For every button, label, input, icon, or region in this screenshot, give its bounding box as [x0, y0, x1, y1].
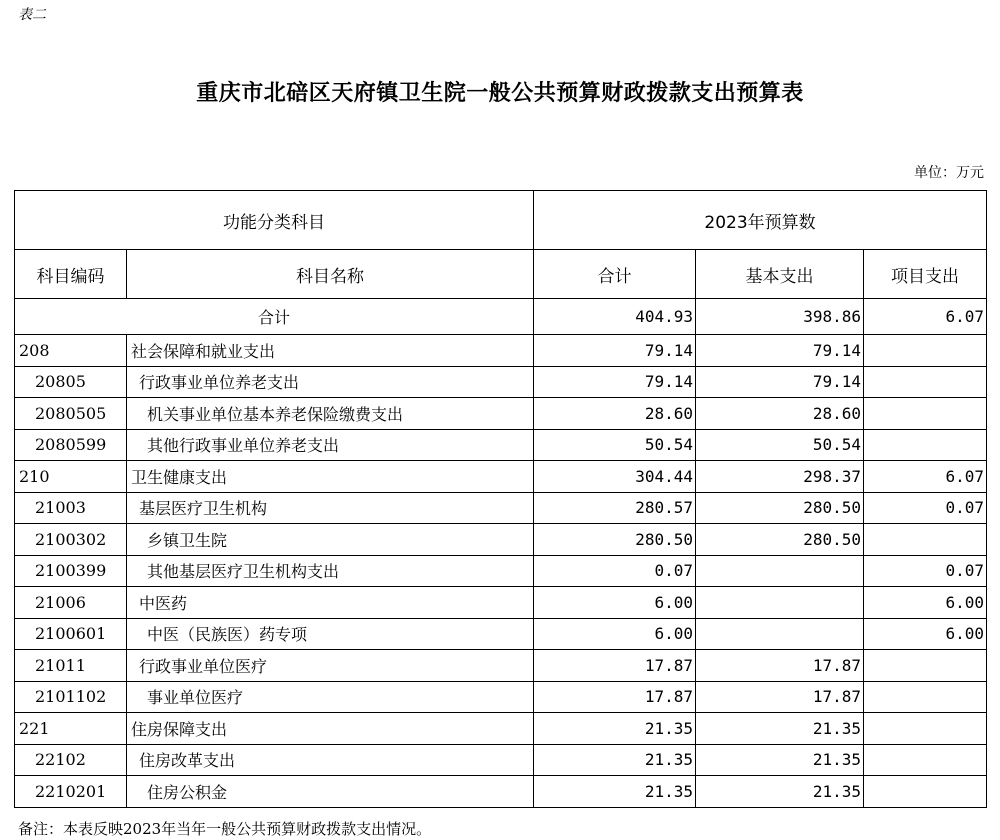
table-row: [15, 681, 987, 713]
row-total: 280.57: [534, 492, 696, 524]
row-code: 21003: [15, 492, 127, 524]
unit-label: 单位：万元: [914, 165, 984, 181]
total-total: 404.93: [534, 299, 696, 335]
row-name: 住房公积金: [127, 776, 534, 808]
row-total: 28.60: [534, 398, 696, 430]
row-project: [864, 335, 987, 367]
row-code: 2100601: [15, 618, 127, 650]
row-basic: [696, 618, 864, 650]
table-row: [15, 492, 987, 524]
table-row: [15, 650, 987, 682]
row-total: 6.00: [534, 587, 696, 619]
row-basic: [696, 555, 864, 587]
row-code: 22102: [15, 744, 127, 776]
row-name: 行政事业单位医疗: [127, 650, 534, 682]
header-name: 科目名称: [127, 250, 534, 299]
row-name: 卫生健康支出: [127, 461, 534, 493]
row-project: 0.07: [864, 492, 987, 524]
table-row: [15, 713, 987, 745]
row-code: 20805: [15, 366, 127, 398]
row-name: 社会保障和就业支出: [127, 335, 534, 367]
row-project: [864, 650, 987, 682]
table-row: [15, 461, 987, 493]
row-basic: 79.14: [696, 366, 864, 398]
row-total: 6.00: [534, 618, 696, 650]
total-row: [15, 299, 987, 335]
row-basic: [696, 587, 864, 619]
row-name: 住房改革支出: [127, 744, 534, 776]
row-total: 79.14: [534, 335, 696, 367]
header-code: 科目编码: [15, 250, 127, 299]
row-code: 2100399: [15, 555, 127, 587]
row-total: 304.44: [534, 461, 696, 493]
row-total: 17.87: [534, 650, 696, 682]
row-name: 中医药: [127, 587, 534, 619]
header-budget-year: 2023年预算数: [534, 191, 987, 250]
row-total: 50.54: [534, 429, 696, 461]
table-row: [15, 618, 987, 650]
footnote: 备注：本表反映2023年当年一般公共预算财政拨款支出情况。: [18, 820, 432, 838]
row-basic: 280.50: [696, 492, 864, 524]
row-name: 中医（民族医）药专项: [127, 618, 534, 650]
row-name: 乡镇卫生院: [127, 524, 534, 556]
row-project: [864, 366, 987, 398]
row-basic: 21.35: [696, 744, 864, 776]
total-label: 合计: [15, 299, 534, 335]
row-project: [864, 398, 987, 430]
row-name: 机关事业单位基本养老保险缴费支出: [127, 398, 534, 430]
table-row: [15, 335, 987, 367]
budget-table: [14, 190, 987, 808]
row-project: 6.07: [864, 461, 987, 493]
row-name: 基层医疗卫生机构: [127, 492, 534, 524]
total-project: 6.07: [864, 299, 987, 335]
row-name: 事业单位医疗: [127, 681, 534, 713]
row-basic: 21.35: [696, 776, 864, 808]
row-code: 210: [15, 461, 127, 493]
row-code: 21006: [15, 587, 127, 619]
row-total: 17.87: [534, 681, 696, 713]
table-label: 表二: [18, 7, 46, 23]
row-code: 2210201: [15, 776, 127, 808]
row-project: 6.00: [864, 618, 987, 650]
table-row: [15, 398, 987, 430]
row-code: 2101102: [15, 681, 127, 713]
row-total: 280.50: [534, 524, 696, 556]
row-total: 21.35: [534, 713, 696, 745]
row-project: [864, 524, 987, 556]
row-total: 21.35: [534, 776, 696, 808]
row-basic: 79.14: [696, 335, 864, 367]
row-project: [864, 744, 987, 776]
row-total: 0.07: [534, 555, 696, 587]
row-basic: 17.87: [696, 650, 864, 682]
row-code: 2100302: [15, 524, 127, 556]
row-code: 2080505: [15, 398, 127, 430]
table-row: [15, 429, 987, 461]
total-basic: 398.86: [696, 299, 864, 335]
table-row: [15, 555, 987, 587]
row-project: [864, 429, 987, 461]
row-code: 2080599: [15, 429, 127, 461]
row-name: 行政事业单位养老支出: [127, 366, 534, 398]
row-basic: 298.37: [696, 461, 864, 493]
row-project: [864, 681, 987, 713]
table-row: [15, 587, 987, 619]
table-row: [15, 524, 987, 556]
row-basic: 21.35: [696, 713, 864, 745]
row-name: 其他行政事业单位养老支出: [127, 429, 534, 461]
row-code: 208: [15, 335, 127, 367]
row-project: [864, 713, 987, 745]
page-title: 重庆市北碚区天府镇卫生院一般公共预算财政拨款支出预算表: [196, 80, 804, 106]
header-project: 项目支出: [864, 250, 987, 299]
row-basic: 17.87: [696, 681, 864, 713]
header-function-class: 功能分类科目: [15, 191, 534, 250]
table-row: [15, 744, 987, 776]
row-project: [864, 776, 987, 808]
table-row: [15, 776, 987, 808]
row-name: 住房保障支出: [127, 713, 534, 745]
row-project: 6.00: [864, 587, 987, 619]
row-basic: 28.60: [696, 398, 864, 430]
row-code: 21011: [15, 650, 127, 682]
table-row: [15, 366, 987, 398]
row-basic: 50.54: [696, 429, 864, 461]
row-project: 0.07: [864, 555, 987, 587]
header-basic: 基本支出: [696, 250, 864, 299]
row-total: 21.35: [534, 744, 696, 776]
row-name: 其他基层医疗卫生机构支出: [127, 555, 534, 587]
row-code: 221: [15, 713, 127, 745]
row-total: 79.14: [534, 366, 696, 398]
header-total: 合计: [534, 250, 696, 299]
row-basic: 280.50: [696, 524, 864, 556]
